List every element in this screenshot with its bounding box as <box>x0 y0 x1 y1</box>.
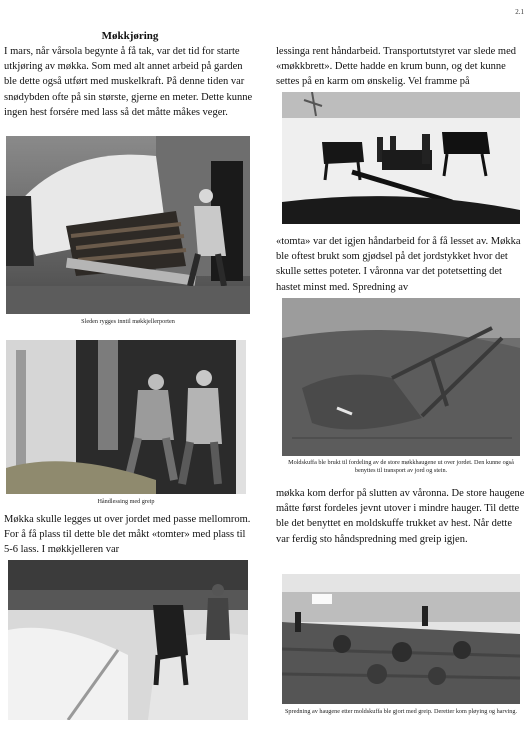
paragraph-tomter: Møkka skulle legges ut over jordet med passe mellomrom. For å få plass til dette ble det måkt «tomter» med plass til 5-6 lass. I møkkjelleren var <box>4 514 251 556</box>
paragraph-intro: I mars, når vårsola begynte å få tak, var det tid for starte utkjøring av møkka. Som med alt annet arbeid på garden ble dette også utført med muskelkraft. På denne tiden var snødybden ofte på sin største, gjerne en meter. Dette kunne ingen hest forsére med lass så det måtte måkes veger. <box>4 46 253 118</box>
caption-moldskuffe: Moldskuffa ble brukt til fordeling av de store møkkhaugene ut over jordet. Den kunne også benyttes til transport av jord og stein. <box>288 459 514 474</box>
paragraph-tomta: «tomta» var det igjen håndarbeid for å få lesset av. Møkka ble oftest brukt som gjødsel på det jordstykket hvor det skulle settes poteter. I våronna var det potetsetting det hastet minst med. Spredning av <box>276 236 521 293</box>
article-title: Møkkjøring <box>101 30 159 42</box>
photo-sled-cellar <box>6 136 250 314</box>
caption-spreading: Spredning av haugene etter moldskuffa ble gjort med greip. Deretter kom pløying og harving. <box>284 708 518 715</box>
caption-hand-loading: Håndlessing med greip <box>97 498 155 505</box>
photo-horse-snow <box>8 560 248 720</box>
photo-spreading <box>282 574 520 704</box>
photo-horses-field <box>282 92 520 224</box>
paragraph-transport: lessinga rent håndarbeid. Transportutstyret var slede med «møkkbrett». Dette hadde en krum bunn, og det kunne settes på en karm om ønskelig. Vel framme på <box>276 46 516 88</box>
paragraph-spredning: møkka kom derfor på slutten av våronna. De store haugene måtte først fordeles jevnt utover i mindre hauger. Til dette ble det benyttet en moldskuffe trukket av hest. Når dette var ferdig sto håndspredning med greip igjen. <box>276 488 525 545</box>
photo-moldskuffe <box>282 298 520 456</box>
photo-hand-loading <box>6 340 246 494</box>
page-number: 2.1 <box>515 8 524 16</box>
caption-sled-cellar: Sleden rygges inntil møkkjellerporten <box>81 318 175 325</box>
